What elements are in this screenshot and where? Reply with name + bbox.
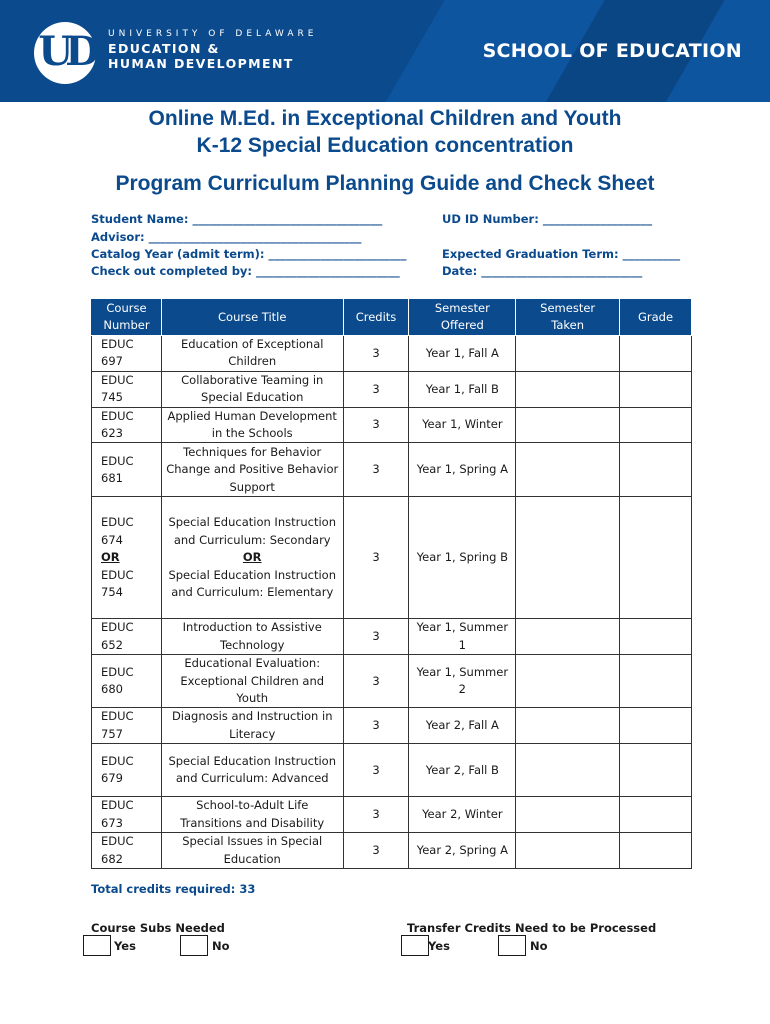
college-name-line2: HUMAN DEVELOPMENT bbox=[108, 56, 294, 71]
course-title: Special Education Instruction and Curriculum: Secondary bbox=[168, 515, 336, 547]
course-subs-no-label: No bbox=[212, 939, 230, 953]
course-credits: 3 bbox=[343, 497, 409, 619]
grade-cell[interactable] bbox=[620, 336, 692, 372]
transfer-no-label: No bbox=[530, 939, 548, 953]
table-row bbox=[92, 655, 692, 708]
header-course-number: Course Number bbox=[92, 299, 162, 336]
table-row bbox=[92, 833, 692, 869]
school-name: SCHOOL OF EDUCATION bbox=[482, 40, 742, 62]
course-credits: 3 bbox=[343, 655, 409, 708]
university-name: UNIVERSITY OF DELAWARE bbox=[108, 29, 318, 39]
course-title-alt: Special Education Instruction and Curriculum: Elementary bbox=[168, 567, 336, 600]
course-number-alt: EDUC 754 bbox=[101, 567, 134, 600]
semester-taken-cell[interactable] bbox=[516, 744, 620, 797]
course-credits: 3 bbox=[343, 407, 409, 443]
header-grade: Grade bbox=[620, 299, 692, 336]
course-credits: 3 bbox=[343, 443, 409, 497]
table-row bbox=[92, 407, 692, 443]
table-row bbox=[92, 497, 692, 619]
checkout-field[interactable]: Check out completed by: _________________________ bbox=[91, 264, 400, 278]
ud-logo-monogram: UD bbox=[38, 28, 92, 75]
course-subs-no-checkbox[interactable] bbox=[180, 935, 208, 956]
header-banner bbox=[0, 0, 770, 102]
course-number: EDUC 697 bbox=[92, 336, 162, 372]
transfer-yes-checkbox[interactable] bbox=[401, 935, 429, 956]
guide-title: Program Curriculum Planning Guide and Check Sheet bbox=[115, 172, 655, 195]
semester-offered: Year 2, Fall B bbox=[409, 744, 516, 797]
transfer-credits-label: Transfer Credits Need to be Processed bbox=[407, 921, 657, 935]
course-subs-yes-checkbox[interactable] bbox=[83, 935, 111, 956]
advisor-field[interactable]: Advisor: _____________________________________ bbox=[91, 230, 362, 244]
course-credits: 3 bbox=[343, 744, 409, 797]
catalog-year-field[interactable]: Catalog Year (admit term): ________________________ bbox=[91, 247, 407, 261]
course-title: School-to-Adult Life Transitions and Disability bbox=[161, 797, 343, 833]
or-label: OR bbox=[242, 550, 262, 565]
course-credits: 3 bbox=[343, 797, 409, 833]
table-row bbox=[92, 443, 692, 497]
course-credits: 3 bbox=[343, 619, 409, 655]
semester-offered: Year 1, Spring A bbox=[409, 443, 516, 497]
table-row bbox=[92, 336, 692, 372]
program-title: Online M.Ed. in Exceptional Children and Youth bbox=[148, 107, 622, 130]
semester-taken-cell[interactable] bbox=[516, 336, 620, 372]
or-label: OR bbox=[101, 550, 120, 565]
course-title: Introduction to Assistive Technology bbox=[161, 619, 343, 655]
grade-cell[interactable] bbox=[620, 708, 692, 744]
header-semester-taken: Semester Taken bbox=[516, 299, 620, 336]
grade-cell[interactable] bbox=[620, 443, 692, 497]
course-number: EDUC 674 bbox=[101, 515, 134, 547]
course-credits: 3 bbox=[343, 336, 409, 372]
semester-offered: Year 2, Winter bbox=[409, 797, 516, 833]
expected-graduation-field[interactable]: Expected Graduation Term: __________ bbox=[442, 247, 681, 261]
semester-taken-cell[interactable] bbox=[516, 833, 620, 869]
course-credits: 3 bbox=[343, 371, 409, 407]
student-name-field[interactable]: Student Name: _________________________________ bbox=[91, 212, 383, 226]
course-title: Diagnosis and Instruction in Literacy bbox=[161, 708, 343, 744]
college-name-line1: EDUCATION & bbox=[108, 41, 220, 56]
semester-offered: Year 1, Summer 2 bbox=[409, 655, 516, 708]
course-number: EDUC 757 bbox=[92, 708, 162, 744]
semester-offered: Year 1, Winter bbox=[409, 407, 516, 443]
ud-logo bbox=[34, 22, 96, 84]
grade-cell[interactable] bbox=[620, 655, 692, 708]
semester-taken-cell[interactable] bbox=[516, 797, 620, 833]
semester-offered: Year 2, Spring A bbox=[409, 833, 516, 869]
course-credits: 3 bbox=[343, 833, 409, 869]
semester-taken-cell[interactable] bbox=[516, 708, 620, 744]
semester-taken-cell[interactable] bbox=[516, 371, 620, 407]
semester-taken-cell[interactable] bbox=[516, 407, 620, 443]
semester-taken-cell[interactable] bbox=[516, 655, 620, 708]
course-table bbox=[91, 298, 692, 869]
ud-id-field[interactable]: UD ID Number: ___________________ bbox=[442, 212, 653, 226]
semester-offered: Year 2, Fall A bbox=[409, 708, 516, 744]
course-number: EDUC 623 bbox=[92, 407, 162, 443]
course-title: Applied Human Development in the Schools bbox=[161, 407, 343, 443]
course-title: Education of Exceptional Children bbox=[161, 336, 343, 372]
table-row bbox=[92, 797, 692, 833]
semester-offered: Year 1, Summer 1 bbox=[409, 619, 516, 655]
concentration-title: K-12 Special Education concentration bbox=[196, 134, 574, 157]
grade-cell[interactable] bbox=[620, 407, 692, 443]
grade-cell[interactable] bbox=[620, 497, 692, 619]
semester-offered: Year 1, Fall B bbox=[409, 371, 516, 407]
semester-offered: Year 1, Spring B bbox=[409, 497, 516, 619]
course-subs-label: Course Subs Needed bbox=[91, 921, 225, 935]
course-number: EDUC 679 bbox=[92, 744, 162, 797]
course-title: Special Education Instruction and Curriculum: Advanced bbox=[161, 744, 343, 797]
semester-offered: Year 1, Fall A bbox=[409, 336, 516, 372]
course-title: Educational Evaluation: Exceptional Children and Youth bbox=[161, 655, 343, 708]
transfer-yes-label: Yes bbox=[428, 939, 450, 953]
course-number: EDUC 652 bbox=[92, 619, 162, 655]
course-title: Special Issues in Special Education bbox=[161, 833, 343, 869]
table-header-row bbox=[92, 299, 692, 336]
course-title: Techniques for Behavior Change and Positive Behavior Support bbox=[161, 443, 343, 497]
course-number: EDUC 681 bbox=[92, 443, 162, 497]
header-course-title: Course Title bbox=[161, 299, 343, 336]
table-row bbox=[92, 619, 692, 655]
course-number: EDUC 673 bbox=[92, 797, 162, 833]
table-row bbox=[92, 744, 692, 797]
course-number: EDUC 745 bbox=[92, 371, 162, 407]
course-title: Collaborative Teaming in Special Education bbox=[161, 371, 343, 407]
grade-cell[interactable] bbox=[620, 833, 692, 869]
table-row bbox=[92, 371, 692, 407]
header-semester-offered: Semester Offered bbox=[409, 299, 516, 336]
date-field[interactable]: Date: ____________________________ bbox=[442, 264, 643, 278]
course-number-alternatives bbox=[92, 497, 162, 619]
grade-cell[interactable] bbox=[620, 744, 692, 797]
course-number: EDUC 682 bbox=[92, 833, 162, 869]
total-credits: Total credits required: 33 bbox=[91, 882, 256, 896]
header-credits: Credits bbox=[343, 299, 409, 336]
table-row bbox=[92, 708, 692, 744]
grade-cell[interactable] bbox=[620, 619, 692, 655]
course-number: EDUC 680 bbox=[92, 655, 162, 708]
transfer-no-checkbox[interactable] bbox=[498, 935, 526, 956]
grade-cell[interactable] bbox=[620, 371, 692, 407]
semester-taken-cell[interactable] bbox=[516, 443, 620, 497]
semester-taken-cell[interactable] bbox=[516, 497, 620, 619]
semester-taken-cell[interactable] bbox=[516, 619, 620, 655]
course-credits: 3 bbox=[343, 708, 409, 744]
grade-cell[interactable] bbox=[620, 797, 692, 833]
course-title-alternatives bbox=[161, 497, 343, 619]
course-subs-yes-label: Yes bbox=[114, 939, 136, 953]
